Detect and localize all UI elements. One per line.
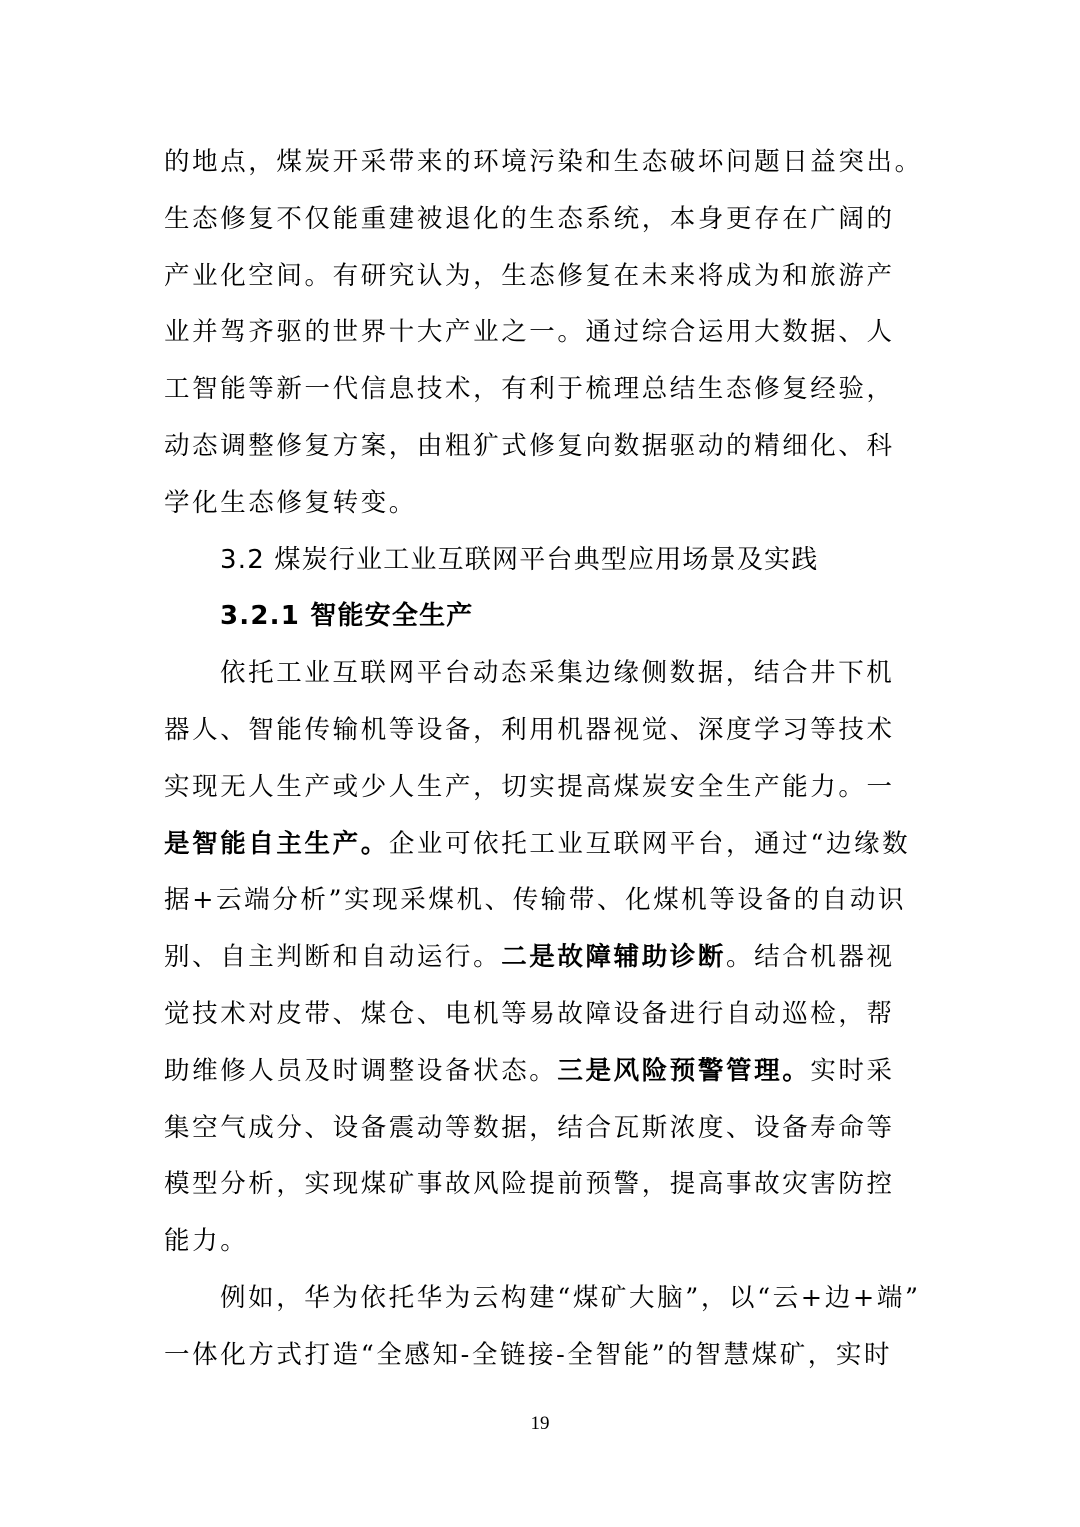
paragraph-1-line-3: 产业化空间。有研究认为，生态修复在未来将成为和旅游产	[164, 260, 895, 291]
paragraph-2-line-4	[164, 816, 916, 873]
paragraph-3-line-2: 一体化方式打造“全感知-全链接-全智能”的智慧煤矿，实时	[164, 1339, 893, 1370]
page-number: 19	[530, 1413, 550, 1434]
paragraph-1-line-5: 工智能等新一代信息技术，有利于梳理总结生态修复经验，	[164, 374, 895, 405]
paragraph-2-line-9: 集空气成分、设备震动等数据，结合瓦斯浓度、设备寿命等	[164, 1112, 895, 1143]
paragraph-2-line-6-start: 别、自主判断和自动运行。	[164, 942, 502, 973]
paragraph-2-line-10: 模型分析，实现煤矿事故风险提前预警，提高事故灾害防控	[164, 1169, 895, 1200]
paragraph-2-line-2: 器人、智能传输机等设备，利用机器视觉、深度学习等技术	[164, 714, 895, 745]
bold-phrase-3: 三是风险预警管理。	[557, 1055, 811, 1086]
paragraph-1-line-2: 生态修复不仅能重建被退化的生态系统，本身更存在广阔的	[164, 203, 895, 234]
paragraph-2-line-5: 据+云端分析”实现采煤机、传输带、化煤机等设备的自动识	[164, 885, 907, 916]
paragraph-3-line-1: 例如，华为依托华为云构建“煤矿大脑”，以“云+边+端”	[220, 1282, 921, 1313]
paragraph-2-line-8	[164, 1043, 916, 1100]
paragraph-2-line-4-rest: 企业可依托工业互联网平台，通过“边缘数	[388, 828, 911, 859]
paragraph-1-line-1: 的地点，煤炭开采带来的环境污染和生态破坏问题日益突出。	[164, 147, 923, 177]
paragraph-1-line-4: 业并驾齐驱的世界十大产业之一。通过综合运用大数据、人	[164, 317, 895, 348]
paragraph-1-line-7: 学化生态修复转变。	[164, 487, 417, 518]
section-heading: 3.2 煤炭行业工业互联网平台典型应用场景及实践	[220, 544, 819, 575]
subsection-heading: 3.2.1 智能安全生产	[220, 601, 474, 632]
bold-phrase-1: 是智能自主生产。	[164, 828, 389, 859]
paragraph-2-line-11: 能力。	[164, 1226, 249, 1257]
paragraph-2-line-6	[164, 929, 916, 986]
paragraph-1-line-6: 动态调整修复方案，由粗犷式修复向数据驱动的精细化、科	[164, 430, 895, 461]
bold-phrase-2: 二是故障辅助诊断	[501, 942, 727, 973]
paragraph-2-line-8-start: 助维修人员及时调整设备状态。	[164, 1055, 558, 1086]
paragraph-2-line-7: 觉技术对皮带、煤仓、电机等易故障设备进行自动巡检，帮	[164, 998, 895, 1029]
paragraph-2-line-3: 实现无人生产或少人生产，切实提高煤炭安全生产能力。一	[164, 771, 895, 802]
paragraph-2-line-1: 依托工业互联网平台动态采集边缘侧数据，结合井下机	[220, 658, 895, 689]
paragraph-2-line-6-rest: 。结合机器视	[726, 942, 895, 973]
body-text	[164, 134, 923, 1384]
paragraph-2-line-8-rest: 实时采	[810, 1055, 895, 1086]
